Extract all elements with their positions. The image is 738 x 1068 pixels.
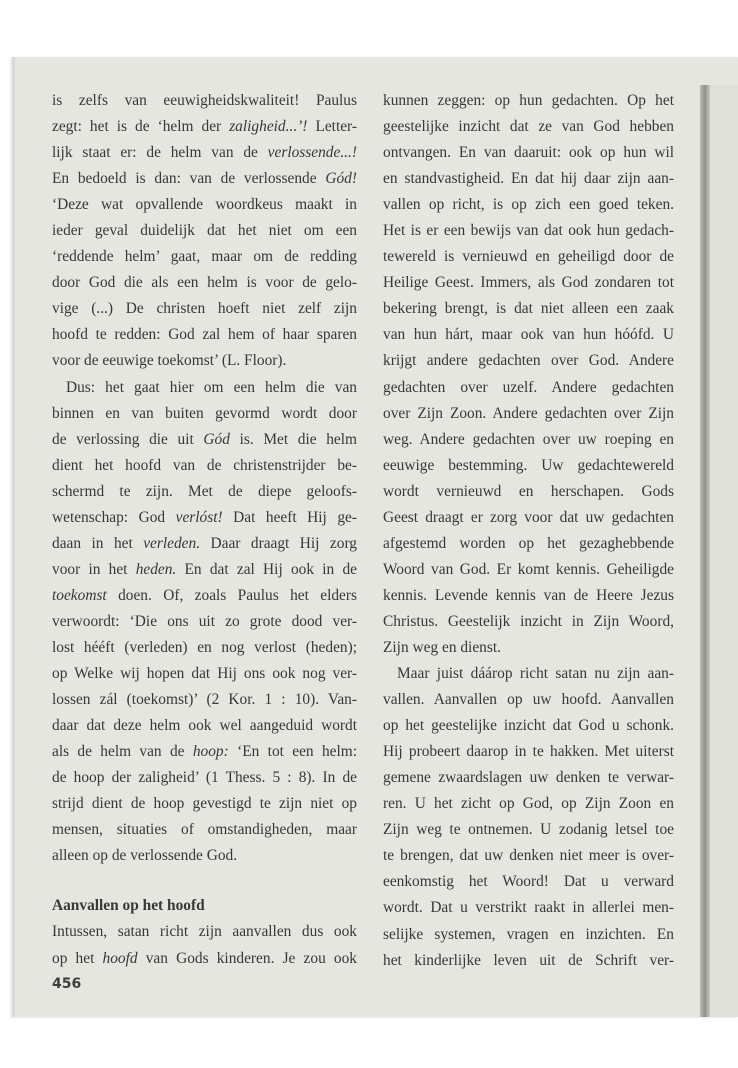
text-column-right	[383, 88, 674, 974]
text-line	[52, 192, 357, 218]
text-line	[52, 244, 357, 270]
text-segment: En dat zal Hij ook in de	[176, 560, 357, 578]
text-line	[52, 817, 357, 843]
text-segment: Maar juist dáárop richt satan nu zijn aan-	[397, 665, 674, 683]
text-line	[52, 531, 357, 557]
text-line	[383, 348, 674, 374]
page-number: 456	[52, 976, 82, 992]
text-segment: daan in het	[52, 534, 144, 552]
text-segment: ieder geval duidelijk dat het niet om een	[52, 222, 357, 240]
text-line	[52, 88, 357, 114]
text-segment: binnen en van buiten gevormd wordt door	[52, 404, 357, 422]
text-segment: krijgt andere gedachten over God. Andere	[383, 352, 674, 370]
text-segment: Letter-	[307, 118, 358, 136]
text-segment: eeuwige bestemming. Uw gedachtewereld	[383, 456, 674, 474]
text-line	[383, 609, 674, 635]
text-line	[383, 140, 674, 166]
text-line	[383, 192, 674, 218]
text-segment: Zijn weg en dienst.	[383, 638, 501, 656]
text-segment: ‘Deze wat opvallende woordkeus maakt in	[52, 196, 357, 214]
text-segment: En bedoeld is dan: van de verlossende	[52, 170, 326, 188]
text-segment: de hoop der zaligheid’ (1 Thess. 5 : 8). In de	[52, 769, 357, 787]
text-segment: wordt vernieuwd en herschapen. Gods	[383, 482, 674, 500]
italic-text-segment: verlóst!	[175, 508, 223, 526]
text-segment: daar dat deze helm ook wel aangeduid wordt	[52, 717, 357, 735]
text-line	[52, 583, 357, 609]
text-segment: Daar draagt Hij zorg	[200, 534, 357, 552]
blank-line	[52, 869, 357, 893]
text-line	[52, 609, 357, 635]
text-segment: is zelfs van eeuwigheidskwaliteit! Paulus	[52, 92, 357, 109]
text-line	[52, 166, 357, 192]
text-segment: afgestemd worden op het gezaghebbende	[383, 534, 674, 552]
text-segment: verwoordt: ‘Die ons uit zo grote dood ver-	[52, 612, 357, 630]
text-segment: vallen op richt, is op zich een goed teken.	[383, 196, 674, 214]
text-line	[383, 557, 674, 583]
text-line	[52, 919, 357, 945]
text-line	[52, 765, 357, 791]
text-line	[52, 739, 357, 765]
text-column-left	[52, 88, 357, 972]
text-line	[52, 348, 357, 374]
italic-text-segment: Gód!	[325, 170, 357, 188]
text-line	[52, 791, 357, 817]
text-line	[383, 453, 674, 479]
text-line	[383, 505, 674, 531]
text-segment: lossen zál (toekomst)’ (2 Kor. 1 : 10). Van-	[52, 691, 357, 709]
text-segment: van hun hárt, maar ook van hun hóófd. U	[383, 326, 674, 344]
text-segment: mensen, situaties of omstandigheden, maar	[52, 821, 357, 839]
text-line	[383, 296, 674, 322]
text-segment: vige (...) De christen hoeft niet zelf zijn	[52, 300, 357, 318]
text-segment: ‘En tot een helm:	[228, 743, 357, 761]
text-line	[52, 322, 357, 348]
text-line	[52, 713, 357, 739]
text-line	[52, 296, 357, 322]
text-segment: over Zijn Zoon. Andere gedachten over Zijn	[383, 404, 674, 422]
text-line	[52, 505, 357, 531]
text-segment: Intussen, satan richt zijn aanvallen dus ook	[52, 923, 357, 941]
text-segment: vallen. Aanvallen op uw hoofd. Aanvallen	[383, 691, 674, 709]
text-segment: Het is er een bewijs van dat ook hun gedach-	[383, 222, 674, 240]
text-line	[383, 687, 674, 713]
text-segment: gemene zwaardslagen uw denken te verwar-	[383, 769, 674, 787]
text-segment: voor de eeuwige toekomst’ (L. Floor).	[52, 352, 287, 370]
text-line	[52, 557, 357, 583]
text-line	[383, 922, 674, 948]
text-line	[383, 244, 674, 270]
italic-text-segment: heden.	[135, 560, 177, 578]
text-line	[383, 479, 674, 505]
text-line	[383, 948, 674, 974]
text-segment: op het geestelijke inzicht dat God u schonk.	[383, 717, 674, 735]
text-segment: ren. U het zicht op God, op Zijn Zoon en	[383, 795, 674, 813]
text-line	[383, 869, 674, 895]
text-line	[383, 817, 674, 843]
book-spine-shadow	[700, 85, 710, 1017]
text-segment: bekering brengt, is dat niet alleen een zaak	[383, 300, 674, 318]
text-segment: te brengen, dat uw denken niet meer is over-	[383, 847, 674, 865]
text-segment: wordt. Dat u verstrikt raakt in allerlei men-	[383, 899, 674, 917]
text-line	[52, 479, 357, 505]
text-line	[383, 713, 674, 739]
italic-text-segment: verleden.	[143, 534, 201, 552]
text-line	[383, 583, 674, 609]
text-segment: Dat heeft Hij ge-	[222, 508, 357, 526]
italic-text-segment: hoofd	[102, 949, 138, 967]
text-line	[383, 322, 674, 348]
text-segment: dient het hoofd van de christenstrijder be-	[52, 456, 357, 474]
text-segment: van Gods kinderen. Je zou ook	[137, 949, 358, 967]
text-segment: alleen op de verlossende God.	[52, 847, 238, 865]
text-segment: Hij probeert daarop in te hakken. Met uiterst	[383, 743, 674, 761]
text-line	[383, 114, 674, 140]
text-segment: gedachten over uzelf. Andere gedachten	[383, 378, 674, 396]
text-segment: voor in het	[52, 560, 136, 578]
facing-page-edge	[710, 85, 738, 1017]
text-line	[52, 401, 357, 427]
text-segment: weg. Andere gedachten over uw roeping en	[383, 430, 674, 448]
text-line	[383, 765, 674, 791]
text-line	[383, 635, 674, 661]
text-line	[383, 791, 674, 817]
text-line	[383, 739, 674, 765]
text-segment: Geest draagt er zorg voor dat uw gedachten	[383, 508, 674, 526]
text-segment: de verlossing die uit	[52, 430, 204, 448]
italic-text-segment: Gód	[203, 430, 230, 448]
text-segment: strijd dient de hoop gevestigd te zijn niet op	[52, 795, 357, 813]
text-line	[52, 661, 357, 687]
text-line	[383, 218, 674, 244]
text-segment: het kinderlijke leven uit de Schrift ver-	[383, 951, 674, 969]
text-segment: op het	[52, 949, 103, 967]
section-heading	[52, 893, 357, 919]
text-line	[52, 114, 357, 140]
text-line	[52, 635, 357, 661]
text-segment: op Welke wij hopen dat Hij ons ook nog ver-	[52, 665, 357, 683]
text-segment: lijk staat er: de helm van de	[52, 144, 268, 162]
text-segment: door God die als een helm is voor de gelo-	[52, 274, 357, 292]
text-line	[383, 88, 674, 114]
text-line	[52, 375, 357, 401]
text-segment: Zijn weg te ontnemen. U zodanig letsel toe	[383, 821, 674, 839]
text-line	[383, 375, 674, 401]
text-segment: wetenschap: God	[52, 508, 176, 526]
text-segment: geestelijke inzicht dat ze van God hebben	[383, 118, 674, 136]
text-line	[52, 218, 357, 244]
text-segment: Aanvallen op het hoofd	[52, 897, 205, 915]
text-segment: Heilige Geest. Immers, als God zondaren tot	[383, 274, 674, 292]
text-segment: tewereld is vernieuwd en geheiligd door de	[383, 248, 674, 266]
text-segment: Christus. Geestelijk inzicht in Zijn Woord,	[383, 612, 674, 630]
text-line	[383, 895, 674, 921]
text-line	[52, 687, 357, 713]
text-segment: doen. Of, zoals Paulus het elders	[106, 586, 357, 604]
text-line	[52, 427, 357, 453]
italic-text-segment: hoop:	[192, 743, 229, 761]
text-segment: selijke systemen, vragen en inzichten. En	[383, 925, 674, 943]
text-line	[383, 531, 674, 557]
text-segment: en standvastigheid. En dat hij daar zijn aan-	[383, 170, 674, 188]
text-segment: kennis. Levende kennis van de Heere Jezus	[383, 586, 674, 604]
text-line	[52, 843, 357, 869]
text-line	[52, 453, 357, 479]
page-edge	[12, 57, 15, 1017]
italic-text-segment: zaligheid...’!	[229, 118, 308, 136]
text-segment: schermd te zijn. Met de diepe geloofs-	[52, 482, 357, 500]
text-segment: eenkomstig het Woord! Dat u verward	[383, 873, 674, 891]
text-line	[383, 843, 674, 869]
italic-text-segment: toekomst	[52, 586, 107, 604]
text-line	[52, 140, 357, 166]
text-line	[383, 270, 674, 296]
text-segment: ontvangen. En van daaruit: ook op hun wil	[383, 144, 674, 162]
text-line	[383, 401, 674, 427]
text-segment: is. Met die helm	[229, 430, 357, 448]
text-segment: zegt: het is de ‘helm der	[52, 118, 230, 136]
text-segment: kunnen zeggen: op hun gedachten. Op het	[383, 92, 674, 109]
text-line	[52, 270, 357, 296]
text-segment: Woord van God. Er komt kennis. Geheiligde	[383, 560, 674, 578]
text-segment: ‘reddende helm’ gaat, maar om de redding	[52, 248, 357, 266]
text-segment: Dus: het gaat hier om een helm die van	[66, 378, 357, 396]
text-line	[383, 661, 674, 687]
text-line	[383, 427, 674, 453]
text-segment: als de helm van de	[52, 743, 193, 761]
text-segment: lost hééft (verleden) en nog verlost (heden);	[52, 638, 357, 656]
text-line	[52, 946, 357, 972]
italic-text-segment: verlossende...!	[267, 144, 357, 162]
text-segment: hoofd te redden: God zal hem of haar sparen	[52, 326, 357, 344]
text-line	[383, 166, 674, 192]
